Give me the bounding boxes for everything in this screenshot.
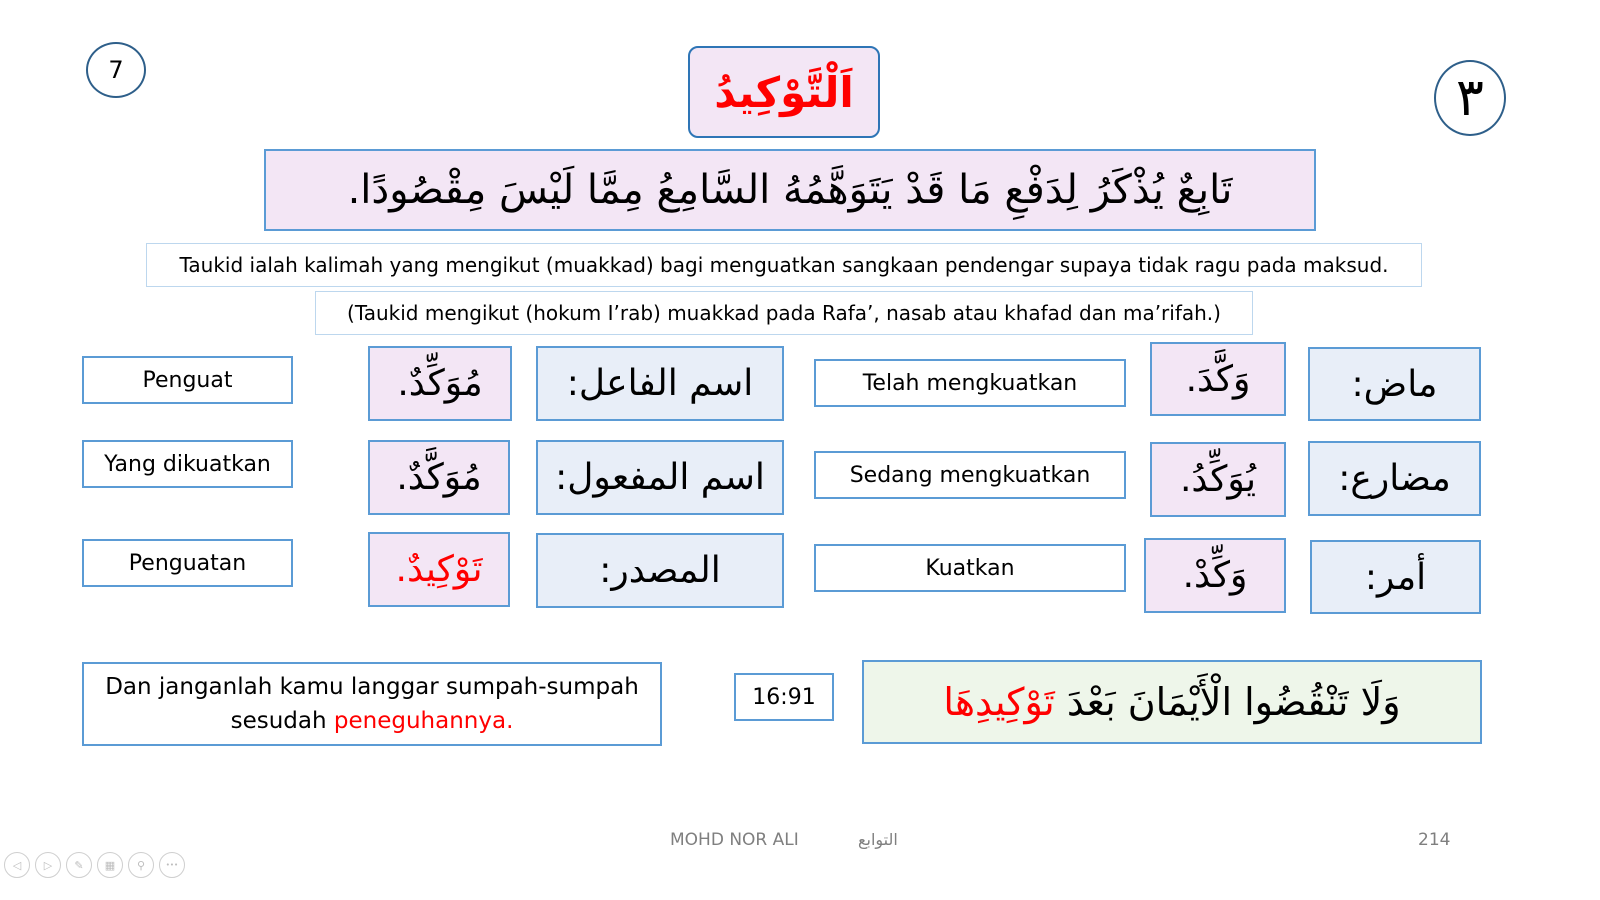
meaning-text: Penguatan [128,550,247,576]
meaning-box-fa3il [82,356,293,404]
label-text: أمر: [1364,556,1427,598]
page-title-text: اَلْتَّوْكِيدُ [714,67,854,117]
label-box-amr [1310,540,1481,614]
label-text: ماض: [1351,363,1438,405]
magnifier-icon: ⚲ [136,858,146,872]
see-all-slides-button[interactable] [97,852,123,878]
irab-note [315,291,1253,335]
arabic-verse [862,660,1482,744]
zoom-button[interactable] [128,852,154,878]
footer-author: MOHD NOR ALI [670,830,799,850]
label-box-masdar [536,533,784,608]
meaning-text: Yang dikuatkan [104,451,271,477]
meaning-box-amr [814,544,1126,592]
translation-highlight: peneguhannya. [333,708,514,734]
pen-button[interactable] [66,852,92,878]
label-box-mudari [1308,441,1481,516]
meaning-box-mudari [814,451,1126,499]
word-box-amr [1144,538,1286,613]
label-text: مضارع: [1338,458,1451,499]
word-box-fa3il [368,346,512,421]
footer-topic: التوابع [858,830,898,849]
label-text: المصدر: [599,550,721,591]
arabic-definition-text: تَابِعٌ يُذْكَرُ لِدَفْعِ مَا قَدْ يَتَوَهَّمُهُ السَّامِعُ مِمَّا لَيْسَ مِقْصُودًا. [347,167,1233,213]
label-box-fa3il [536,346,784,421]
page-title [688,46,880,138]
grid-icon: ▦ [104,858,116,872]
previous-slide-button[interactable] [4,852,30,878]
next-slide-button[interactable] [35,852,61,878]
pen-icon: ✎ [74,858,84,872]
more-options-button[interactable] [159,852,185,878]
arabic-verse-highlight: تَوْكِيدِهَا [943,680,1055,724]
word-text: وَكِّدْ. [1182,555,1248,596]
irab-note-text: (Taukid mengikut (hokum I’rab) muakkad pada Rafa’, nasab atau khafad dan ma’rifah.) [347,301,1221,325]
word-box-maf3ul [368,440,510,515]
word-box-mudari [1150,442,1286,517]
word-box-madi [1150,342,1286,416]
meaning-box-madi [814,359,1126,407]
label-box-maf3ul [536,440,784,515]
verse-reference [734,673,834,721]
previous-icon: ◁ [12,858,22,872]
arabic-verse-prefix: وَلَا تَنْقُضُوا الْأَيْمَانَ بَعْدَ [1054,680,1401,724]
meaning-box-maf3ul [82,440,293,488]
meaning-box-masdar [82,539,293,587]
word-text: مُوَكَّدٌ. [396,457,482,498]
malay-definition-text: Taukid ialah kalimah yang mengikut (muakkad) bagi menguatkan sangkaan pendengar supaya tidak ragu pada maksud. [179,253,1389,277]
arabic-verse-text [943,680,1400,724]
footer-page-number: 214 [1418,830,1451,850]
ellipsis-icon: ••• [165,861,179,869]
arabic-definition [264,149,1316,231]
meaning-text: Penguat [142,367,233,393]
word-text: يُوَكِّدُ. [1179,459,1257,500]
meaning-text: Telah mengkuatkan [862,370,1078,396]
arabic-number-badge [1434,60,1506,136]
slide-number-text: 7 [108,56,124,84]
translation-prefix: Dan janganlah kamu langgar sumpah-sumpah sesudah [105,674,639,734]
word-text: مُوَكِّدٌ. [397,363,483,404]
next-icon: ▷ [43,858,53,872]
label-text: اسم المفعول: [555,457,765,498]
word-box-masdar [368,532,510,607]
verse-translation-text [94,670,650,738]
slide-number-badge [86,42,146,98]
label-box-madi [1308,347,1481,421]
malay-definition [146,243,1422,287]
meaning-text: Sedang mengkuatkan [849,462,1091,488]
verse-translation [82,662,662,746]
word-text: تَوْكِيدٌ. [395,549,483,590]
verse-reference-text: 16:91 [752,684,816,710]
label-text: اسم الفاعل: [566,363,754,404]
meaning-text: Kuatkan [925,555,1015,581]
word-text: وَكَّدَ. [1185,358,1251,400]
arabic-number-text: ٣ [1456,68,1484,128]
